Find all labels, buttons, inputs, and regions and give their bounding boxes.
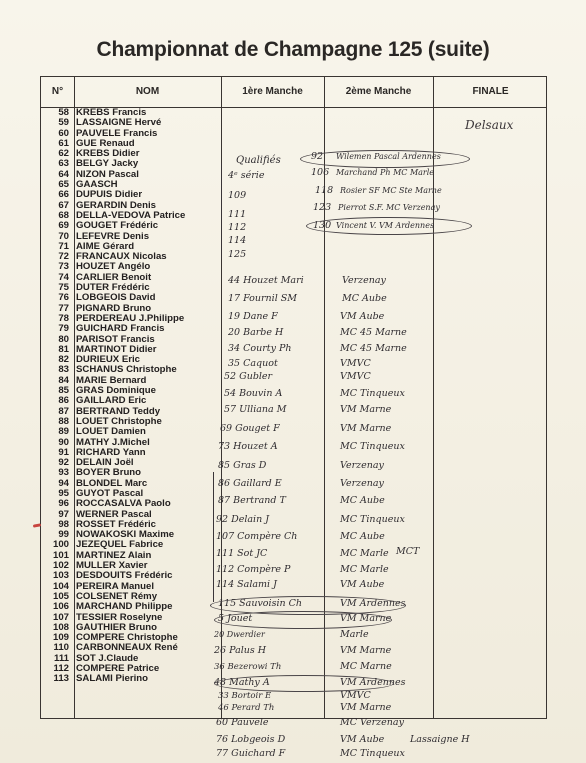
m1-note: 33 Bortoir E (218, 691, 272, 701)
m1-note: 73 Houzet A (218, 441, 278, 452)
table-row: 62 KREBS Didier (58, 148, 140, 160)
table-row: 61 GUE Renaud (58, 137, 135, 149)
m2-number: 123 (313, 202, 332, 213)
handdrawn-circle (300, 150, 470, 168)
table-row: 76 LOBGEOIS David (58, 292, 156, 304)
table-row: 109 COMPERE Christophe (52, 632, 178, 644)
table-row: 96 ROCCASALVA Paolo (58, 498, 171, 510)
table-row: 85 GRAS Dominique (58, 385, 156, 397)
table-row: 67 GERARDIN Denis (58, 199, 156, 211)
m2-note: MC Tinqueux (340, 514, 405, 525)
m1-note: Qualifiés (236, 155, 281, 166)
table-row: 64 NIZON Pascal (58, 168, 139, 180)
m1-note: 34 Courty Ph (228, 343, 292, 354)
m2-note: MC Tinqueux (340, 748, 405, 759)
table-row: 65 GAASCH (58, 179, 118, 191)
m1-note: 114 Salami J (216, 579, 277, 590)
m1-note: 35 Caquot (228, 358, 278, 369)
table-row: 91 RICHARD Yann (58, 446, 146, 458)
m2-note: MC Aube (340, 495, 385, 506)
table-row: 75 DUTER Frédéric (58, 282, 150, 294)
m1-note: 20 Dwerdier (214, 630, 265, 639)
m1-note: 4ᵉ série (228, 170, 265, 181)
table-row: 99 NOWAKOSKI Maxime (58, 529, 175, 541)
m2-note: Vincent V. VM Ardennes (336, 221, 435, 230)
table-row: 59 LASSAIGNE Hervé (58, 117, 162, 129)
m1-note: 36 Bezerowi Th (214, 662, 282, 672)
table-row: 110 CARBONNEAUX René (53, 642, 178, 654)
table-row: 107 TESSIER Roselyne (52, 611, 163, 623)
table-row: 89 LOUET Damien (58, 426, 146, 438)
m1-note: 112 (228, 222, 247, 233)
table-row: 70 LEFEVRE Denis (58, 230, 150, 242)
m2-note: Verzenay (342, 275, 386, 286)
table-row: 72 FRANCAUX Nicolas (58, 251, 167, 263)
m2-note: Verzenay (340, 460, 384, 471)
m2-note: VM Marne (340, 423, 392, 434)
m2-note: Verzenay (340, 478, 384, 489)
table-row: 97 WERNER Pascal (58, 508, 152, 520)
m2-number: 118 (315, 185, 334, 196)
m1-note: 17 Fournil SM (228, 293, 298, 304)
table-row: 103 DESDOUITS Frédéric (52, 570, 173, 582)
m1-note: 125 (228, 249, 247, 260)
m1-note: 111 (228, 209, 247, 220)
table-row: 83 SCHANUS Christophe (58, 364, 177, 376)
m1-note: 26 Palus H (214, 645, 267, 656)
table-row: 92 DELAIN Joël (58, 457, 134, 469)
table-row: 105 COLSENET Rémy (52, 590, 158, 602)
m2-note: VMVC (340, 358, 371, 369)
m2-note: MC Verzenay (340, 717, 404, 728)
m1-note: 85 Gras D (218, 460, 267, 471)
table-row: 66 DUPUIS Didier (58, 189, 143, 201)
m2-note: VM Ardennes (340, 677, 406, 688)
m2-note: VM Ardennes (340, 598, 406, 609)
handdrawn-circle (214, 611, 392, 629)
table-row: 104 PEREIRA Manuel (52, 580, 155, 592)
table-row: 58 KREBS Francis (58, 107, 147, 118)
m2-note: VM Marne (340, 404, 392, 415)
m2-note: VM Marne (340, 645, 392, 656)
m1-note: 52 Gubler (224, 371, 273, 382)
table-row: 102 MULLER Xavier (52, 560, 148, 572)
m1-note: 60 Pauvele (216, 717, 269, 728)
table-row: 98 ROSSET Frédéric (58, 518, 156, 530)
table-row: 94 BLONDEL Marc (58, 477, 148, 489)
table-row: 113 SALAMI Pierino (53, 673, 148, 685)
header-finale: FINALE (472, 86, 509, 97)
m2-note: VMVC (340, 690, 371, 701)
m2-note: Rosier SF MC Ste Marne (340, 186, 442, 195)
m2-note: Lassaigne H (410, 734, 470, 745)
table-row: 106 MARCHAND Philippe (52, 601, 173, 613)
table-row: 82 DURIEUX Eric (58, 354, 140, 366)
m2-note: VM Aube (340, 579, 385, 590)
m1-note: 114 (228, 235, 247, 246)
m1-note: 86 Gaillard E (218, 478, 282, 489)
table-row: 93 BOYER Bruno (58, 467, 142, 479)
table-row: 100 JEZEQUEL Fabrice (52, 539, 164, 551)
m1-note: 77 Guichard F (216, 748, 286, 759)
m2-note: VM Marne (340, 613, 392, 624)
table-row: 68 DELLA-VEDOVA Patrice (58, 209, 186, 221)
m1-note: 107 Compère Ch (216, 531, 298, 542)
table-row: 79 GUICHARD Francis (58, 323, 165, 335)
table-row: 78 PERDEREAU J.Philippe (58, 312, 185, 324)
table-row: 108 GAUTHIER Bruno (52, 621, 158, 633)
m1-note: 76 Lobgeois D (216, 734, 286, 745)
header-manche-2: 2ème Manche (345, 86, 412, 97)
m2-note: MC Tinqueux (340, 441, 405, 452)
m2-note: MC Aube (342, 293, 387, 304)
handdrawn-circle (306, 217, 472, 235)
m1-note: 19 Dane F (228, 311, 278, 322)
finale-handwritten-note: Delsaux (465, 118, 514, 132)
m2-note: Marle (340, 629, 369, 640)
m2-number: 92 (311, 151, 324, 162)
table-row: 101 MARTINEZ Alain (52, 549, 152, 561)
m2-note: MC 45 Marne (340, 327, 407, 338)
m2-note: MC Aube (340, 531, 385, 542)
table-row: 80 PARISOT Francis (58, 333, 155, 345)
table-row: 88 LOUET Christophe (58, 415, 162, 427)
m1-note: 111 Sot JC (216, 548, 268, 559)
m2-note: Wilemen Pascal Ardennes (336, 152, 441, 161)
m1-note: 20 Barbe H (228, 327, 284, 338)
m2-note: Pierrot S.F. MC Verzenay (338, 203, 440, 212)
m1-note: 5 Jouet (218, 613, 253, 624)
m1-note: 112 Compère P (216, 564, 291, 575)
m1-note: 57 Ulliana M (224, 404, 287, 415)
m2-number: 106 (311, 167, 330, 178)
m1-note: 44 Houzet Mari (228, 275, 304, 286)
m1-note: 69 Gouget F (220, 423, 280, 434)
manche-1-bracket (221, 163, 228, 259)
m1-note: 87 Bertrand T (218, 495, 286, 506)
m2-note: VMVC (340, 371, 371, 382)
table-row: 95 GUYOT Pascal (58, 487, 144, 499)
header-num: N° (51, 86, 64, 97)
table-row: 90 MATHY J.Michel (58, 436, 150, 448)
table-row: 87 BERTRAND Teddy (58, 405, 161, 417)
table-row: 111 SOT J.Claude (54, 652, 139, 664)
table-row: 69 GOUGET Frédéric (58, 220, 159, 232)
table-row: 81 MARTINOT Didier (58, 343, 157, 355)
m2-note: MC Marne (340, 661, 392, 672)
table-row: 73 HOUZET Angélo (58, 261, 151, 273)
m2-number: 130 (313, 220, 332, 231)
m1-note: 46 Perard Th (218, 703, 275, 713)
m2-note: Marchand Ph MC Marle (336, 168, 435, 177)
table-row: 63 BELGY Jacky (58, 158, 139, 170)
handdrawn-circle (214, 675, 394, 692)
m2-note: MCT (396, 546, 420, 557)
m2-note: VM Aube (340, 311, 385, 322)
rider-list (41, 108, 221, 685)
table-row: 60 PAUVELE Francis (58, 127, 158, 139)
m2-note: MC 45 Marne (340, 343, 407, 354)
m2-note: MC Marle (340, 548, 389, 559)
m1-note: 115 Sauvoisin Ch (218, 598, 303, 609)
m2-note: MC Marle (340, 564, 389, 575)
m1-note: 48 Mathy A (214, 677, 270, 688)
table-row: 84 MARIE Bernard (58, 374, 147, 386)
m1-note: 54 Bouvin A (224, 388, 283, 399)
header-manche-1: 1ère Manche (242, 86, 303, 97)
table-row: 86 GAILLARD Eric (58, 395, 147, 407)
table-row: 77 PIGNARD Bruno (58, 302, 152, 314)
header-nom: NOM (135, 86, 160, 97)
table-row: 74 CARLIER Benoit (58, 271, 152, 283)
m2-note: VM Aube (340, 734, 385, 745)
m1-note: 109 (228, 190, 247, 201)
m2-note: VM Marne (340, 702, 392, 713)
m2-note: MC Tinqueux (340, 388, 405, 399)
m1-note: 92 Delain J (216, 514, 270, 525)
page-title: Championnat de Champagne 125 (suite) (96, 38, 490, 61)
table-row: 71 AIME Gérard (58, 240, 135, 252)
table-row: 112 COMPERE Patrice (53, 663, 160, 675)
